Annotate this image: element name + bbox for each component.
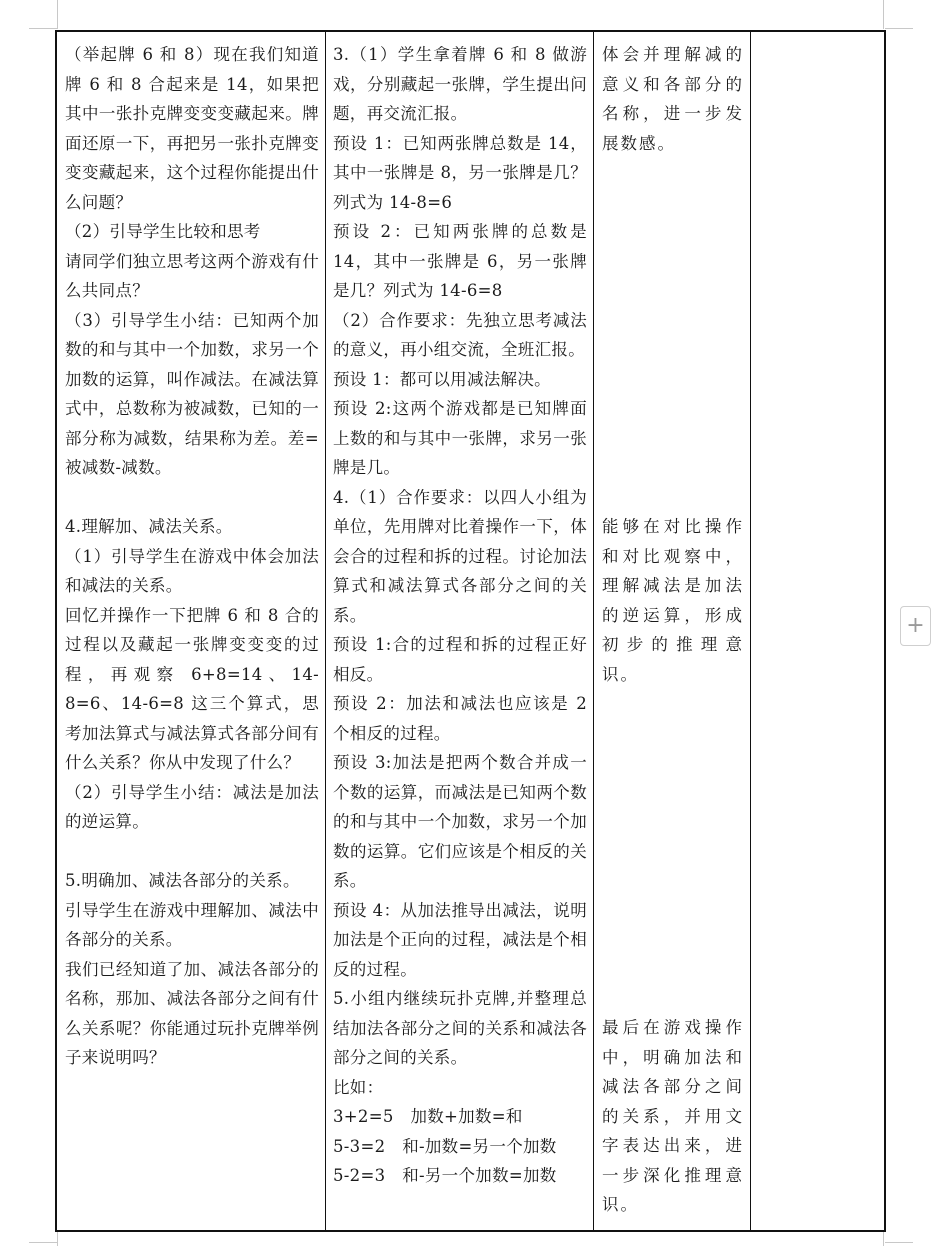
paragraph: 请同学们独立思考这两个游戏有什么共同点？ — [65, 251, 319, 300]
paragraph: 体会并理解减的意义和各部分的名称，进一步发展数感。 — [602, 45, 744, 153]
paragraph: （1）引导学生在游戏中体会加法和减法的关系。 — [65, 546, 319, 595]
formula-line: 5-3=2 和-加数=另一个加数 — [333, 1136, 557, 1156]
paragraph: 能够在对比操作和对比观察中，理解减法是加法的逆运算，形成初步的推理意识。 — [602, 517, 744, 684]
page-corner-mark — [29, 28, 57, 29]
paragraph: （2）合作要求：先独立思考减法的意义，再小组交流，全班汇报。 — [333, 310, 587, 359]
paragraph: 4.（1）合作要求：以四人小组为单位，先用牌对比着操作一下，体会合的过程和拆的过程。讨论加法算式和减法算式各部分之间的关系。 — [333, 487, 587, 625]
paragraph: 预设 2:这两个游戏都是已知牌面上数的和与其中一张牌，求另一张牌是几。 — [333, 399, 587, 477]
add-button[interactable] — [900, 606, 931, 646]
paragraph: 预设 4：从加法推导出减法，说明加法是个正向的过程，减法是个相反的过程。 — [333, 900, 587, 979]
paragraph: 5.小组内继续玩扑克牌,并整理总结加法各部分之间的关系和减法各部分之间的关系。 — [333, 989, 587, 1067]
paragraph: （举起牌 6 和 8）现在我们知道牌 6 和 8 合起来是 14，如果把其中一张扑克牌变变变藏起来。牌面还原一下，再把另一张扑克牌变变变藏起来，这个过程你能提出什么问题？ — [65, 45, 319, 212]
formula-line: 3+2=5 加数+加数=和 — [333, 1107, 523, 1126]
student-activity-column — [326, 32, 593, 1230]
paragraph: 预设 3:加法是把两个数合并成一个数的运算，而减法是已知两个数的和与其中一个加数，求另一个加数的运算。它们应该是个相反的关系。 — [333, 753, 587, 890]
formula-line: 5-2=3 和-另一个加数=加数 — [333, 1166, 557, 1185]
plus-icon: + — [906, 613, 925, 638]
page-guide-left — [57, 1232, 58, 1246]
paragraph: 我们已经知道了加、减法各部分的名称，那加、减法各部分之间有什么关系呢？你能通过玩扑克牌举例子来说明吗？ — [65, 959, 319, 1067]
paragraph: 预设 2：加法和减法也应该是 2 个相反的过程。 — [333, 694, 587, 743]
paragraph: 预设 1：已知两张牌总数是 14，其中一张牌是 8，另一张牌是几？列式为 14-8=6 — [333, 133, 587, 212]
teacher-activity-column — [57, 32, 325, 1230]
paragraph: 最后在游戏操作中，明确加法和减法各部分之间的关系，并用文字表达出来，进一步深化推理意识。 — [602, 1018, 744, 1214]
paragraph: 预设 1：都可以用减法解决。 — [333, 369, 551, 389]
page-guide-left — [57, 0, 58, 29]
paragraph: 预设 2：已知两张牌的总数是 14，其中一张牌是 6，另一张牌是几？列式为 14-6=8 — [333, 222, 587, 300]
section-heading: 5.明确加、减法各部分的关系。 — [65, 871, 300, 890]
notes-column — [751, 32, 884, 1230]
paragraph: （2）引导学生比较和思考 — [65, 222, 261, 241]
section-heading: 4.理解加、减法关系。 — [65, 517, 233, 536]
page-guide-right — [883, 0, 884, 29]
paragraph: （2）引导学生小结：减法是加法的逆运算。 — [65, 782, 319, 831]
page-guide-right — [883, 1232, 884, 1246]
lesson-table — [55, 30, 886, 1232]
paragraph: 3.（1）学生拿着牌 6 和 8 做游戏，分别藏起一张牌，学生提出问题，再交流汇报。 — [333, 45, 587, 123]
page-corner-mark — [29, 1242, 57, 1243]
paragraph: 比如： — [333, 1077, 384, 1097]
paragraph: 预设 1:合的过程和拆的过程正好相反。 — [333, 635, 587, 684]
paragraph: 引导学生在游戏中理解加、减法中各部分的关系。 — [65, 900, 319, 949]
design-intent-column — [594, 32, 750, 1230]
paragraph: 回忆并操作一下把牌 6 和 8 合的过程以及藏起一张牌变变变的过程，再观察 6+8=14、14-8=6、14-6=8 这三个算式，思考加法算式与减法算式各部分间有什么关系？你从中发现了什么？ — [65, 605, 319, 772]
page-corner-mark — [885, 28, 913, 29]
paragraph: （3）引导学生小结：已知两个加数的和与其中一个加数，求另一个加数的运算，叫作减法。在减法算式中，总数称为被减数，已知的一部分称为减数，结果称为差。差=被减数-减数。 — [65, 310, 319, 477]
page-corner-mark — [885, 1242, 913, 1243]
